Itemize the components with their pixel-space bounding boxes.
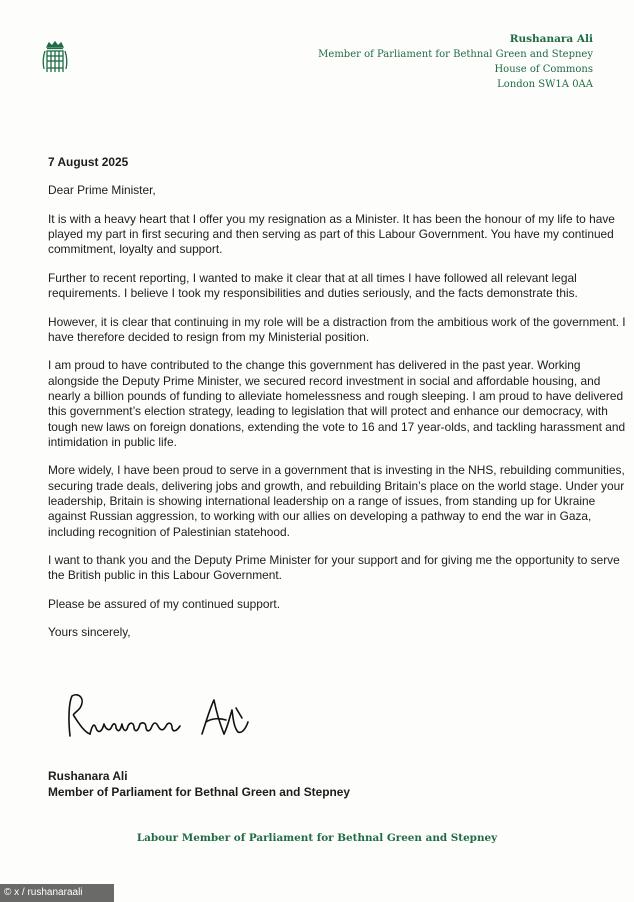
closing: Yours sincerely, — [48, 625, 131, 640]
paragraph: Please be assured of my continued support. — [48, 596, 281, 611]
letterhead-address-line1: House of Commons — [494, 64, 593, 75]
portcullis-icon — [40, 40, 70, 76]
handwritten-signature — [60, 688, 270, 748]
letter-body — [48, 155, 628, 654]
paragraph: I want to thank you and the Deputy Prime Minister for your support and for giving me the opportunity to serve the British public in this Labour Government. — [48, 553, 620, 583]
image-credit: © x / rushanaraali — [0, 884, 114, 902]
letter-date: 7 August 2025 — [48, 155, 129, 169]
letterhead-title: Member of Parliament for Bethnal Green and Stepney — [318, 49, 593, 60]
paragraph: Further to recent reporting, I wanted to make it clear that at all times I have followed all relevant legal requirements. I believe I took my responsibilities and duties seriously, and the facts demonstrate this. — [48, 270, 578, 301]
letterhead — [318, 32, 593, 92]
signoff-name: Rushanara Ali — [48, 769, 128, 783]
letter-footer: Labour Member of Parliament for Bethnal Green and Stepney — [136, 832, 498, 844]
letterhead-address-line2: London SW1A 0AA — [497, 79, 593, 90]
signoff-title: Member of Parliament for Bethnal Green and Stepney — [48, 784, 350, 799]
salutation: Dear Prime Minister, — [48, 183, 156, 198]
paragraph: However, it is clear that continuing in my role will be a distraction from the ambitious work of the government. I have therefore decided to resign from my Ministerial position. — [48, 314, 626, 344]
paragraph: I am proud to have contributed to the change this government has delivered in the past year. Working alongside the Deputy Prime Minister, we secured record investment in social and affordable housing, and nearly a billion pounds of funding to alleviate homelessness and rough sleeping. I am proud to have delivered this government’s election strategy, leading to legislation that will protect and enhance our democracy, with tough new laws on foreign donations, extending the vote to 16 and 17 year-olds, and tackling harassment and intimidation in public life. — [48, 358, 626, 449]
paragraph: More widely, I have been proud to serve in a government that is investing in the NHS, rebuilding communities, securing trade deals, delivering jobs and growth, and rebuilding Britain’s place on the world stage. Under your leadership, Britain is showing international leadership on a range of issues, from standing up for Ukraine against Russian aggression, to working with our allies on developing a pathway to end the war in Gaza, including recognition of Palestinian statehood. — [48, 463, 625, 539]
signoff-block — [48, 769, 350, 800]
paragraph: It is with a heavy heart that I offer you my resignation as a Minister. It has been the honour of my life to have played my part in first securing and then serving as part of this Labour Government. You have my continued commitment, loyalty and support. — [48, 211, 615, 257]
letterhead-name: Rushanara Ali — [509, 33, 593, 45]
